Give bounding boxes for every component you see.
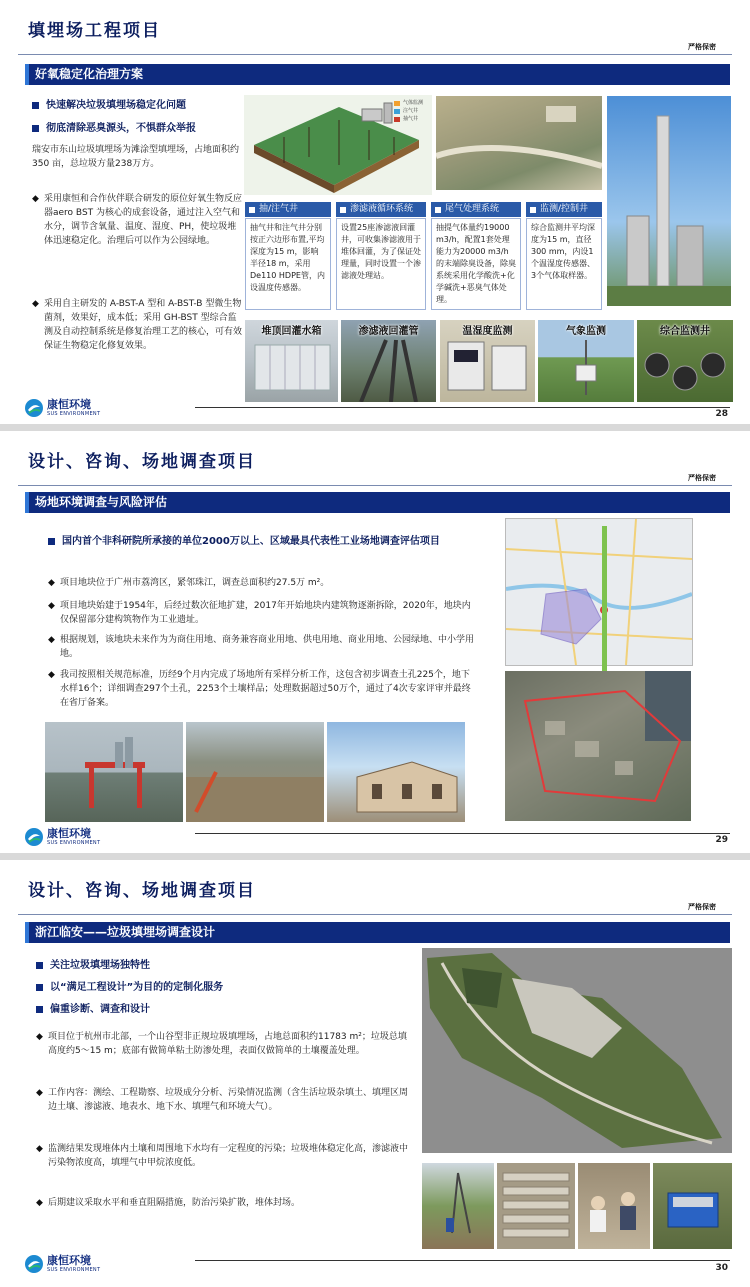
slide-title: 设计、咨询、场地调查项目 — [28, 881, 256, 901]
square-icon — [340, 207, 346, 213]
logo-en: SUS ENVIRONMENT — [47, 411, 101, 417]
company-logo — [24, 827, 100, 847]
slide-30 — [0, 860, 750, 1287]
site-photo-demolition — [186, 722, 324, 822]
bullet-2: ◆ 采用自主研发的 A-BST-A 型和 A-BST-B 型微生物菌剂，效果好，成本低；采用 GH-BST 型综合监测及自动控制系统是修复治理工艺的核心，可有效保证生物稳定化修复效果。 — [32, 299, 243, 351]
title-divider — [18, 54, 732, 55]
field-photo-cores — [497, 1163, 575, 1249]
page-number: 29 — [715, 835, 728, 845]
photo-leachate-pipe — [341, 320, 436, 402]
diamond-bullet-icon: ◆ — [36, 1144, 43, 1154]
box-body-exhaust: 抽提气体量约19000 m3/h，配置1套处理能力为20000 m3/h的末端除臭设备，除臭系统采用化学酸洗+化学碱洗+恶臭气体处理。 — [431, 218, 521, 310]
photo-caption: 堆顶回灌水箱 — [261, 326, 322, 337]
photo-humidity-monitor — [440, 320, 535, 402]
highlight-1: 关注垃圾填埋场独特性 — [36, 958, 150, 973]
landfill-3d-diagram — [244, 95, 432, 195]
square-bullet-icon — [36, 984, 43, 991]
city-map — [505, 518, 693, 666]
company-logo — [24, 398, 100, 418]
confidential-label: 严格保密 — [688, 903, 716, 911]
slide-28 — [0, 0, 750, 424]
photo-caption: 综合监测井 — [660, 326, 710, 337]
confidential-label: 严格保密 — [688, 43, 716, 51]
square-icon — [530, 207, 536, 213]
square-bullet-icon — [36, 1006, 43, 1013]
bullet-3: ◆ 监测结果发现堆体内土壤和周围地下水均有一定程度的污染；垃圾堆体稳定化高，渗滤液中污染物浓度高，填埋气中甲烷浓度低。 — [36, 1144, 409, 1168]
diamond-bullet-icon: ◆ — [36, 1032, 43, 1042]
title-divider — [18, 485, 732, 486]
bullet-3: ◆ 根据规划，该地块未来作为为商住用地、商务兼容商业用地、供电用地、商业用地、公园绿地、中小学用地。 — [48, 635, 475, 659]
exhaust-tower-photo — [607, 96, 731, 306]
intro-text: 瑞安市东山垃圾填埋场为滩涂型填埋场，占地面积约350 亩，总垃圾方量238万方。 — [32, 145, 240, 169]
square-bullet-icon — [36, 962, 43, 969]
footer-divider — [195, 833, 730, 834]
company-logo — [24, 1254, 100, 1274]
bullet-2: ◆ 工作内容：测绘、工程勘察、垃圾成分分析、污染情况监测（含生活垃圾杂填土、填埋区周边土壤、渗滤液、地表水、地下水、填埋气和环境大气）。 — [36, 1088, 409, 1112]
highlight-1: 国内首个非科研院所承接的单位2000万以上、区域最具代表性工业场地调查评估项目 — [48, 532, 448, 552]
highlight-1: 快速解决垃圾填埋场稳定化问题 — [32, 98, 186, 113]
diamond-bullet-icon: ◆ — [32, 299, 39, 309]
box-head-exhaust: 尾气处理系统 — [431, 202, 521, 217]
box-body-wells: 抽气井和注气井分别按正六边形布置,平均深度为15 m，影响半径18 m，采用De110 HDPE管，内设温度传感器。 — [245, 218, 331, 310]
photo-caption: 渗滤液回灌管 — [358, 326, 419, 337]
photo-caption: 气象监测 — [566, 326, 606, 337]
diamond-bullet-icon: ◆ — [32, 194, 39, 204]
slide-29 — [0, 431, 750, 853]
photo-water-tank — [245, 320, 338, 402]
highlight-2: 彻底清除恶臭源头，不惧群众举报 — [32, 121, 196, 136]
diamond-bullet-icon: ◆ — [48, 601, 55, 611]
bullet-1: ◆ 项目地块位于广州市荔湾区，紧邻珠江，调查总面积约27.5万 m²。 — [48, 578, 330, 588]
legend-gas-monitor: 气体监测 — [403, 100, 424, 106]
diamond-bullet-icon: ◆ — [48, 635, 55, 645]
map-connector — [602, 526, 607, 671]
section-bar: 浙江临安——垃圾填埋场调查设计 — [25, 922, 730, 943]
box-head-monitoring: 监测/控制井 — [526, 202, 602, 217]
highlight-2: 以“满足工程设计”为目的的定制化服务 — [36, 980, 223, 995]
photo-comprehensive-well — [637, 320, 733, 402]
square-bullet-icon — [32, 102, 39, 109]
slide-title: 设计、咨询、场地调查项目 — [28, 452, 256, 472]
logo-cn: 康恒环境 — [47, 1254, 91, 1267]
page-number: 28 — [715, 409, 728, 419]
box-body-leachate: 设置25座渗滤液回灌井，可收集渗滤液用于堆体回灌，为了保证处理量，同时设置一个渗滤液处理站。 — [336, 218, 426, 310]
square-icon — [435, 207, 441, 213]
box-head-leachate: 渗滤液循环系统 — [336, 202, 426, 217]
bullet-4: ◆ 后期建议采取水平和垂直阻隔措施，防治污染扩散，堆体封场。 — [36, 1198, 301, 1208]
box-head-wells: 抽/注气井 — [245, 202, 331, 217]
site-photo-heritage — [327, 722, 465, 822]
logo-mark-icon — [24, 1254, 44, 1274]
footer-divider — [195, 1260, 730, 1261]
photo-weather-monitor — [538, 320, 634, 402]
landfill-drone-orthophoto — [422, 948, 732, 1153]
field-photo-sample-box — [653, 1163, 732, 1249]
logo-cn: 康恒环境 — [47, 827, 91, 840]
page-number: 30 — [715, 1263, 728, 1273]
logo-cn: 康恒环境 — [47, 398, 91, 411]
square-icon — [249, 207, 255, 213]
logo-mark-icon — [24, 398, 44, 418]
logo-mark-icon — [24, 827, 44, 847]
confidential-label: 严格保密 — [688, 474, 716, 482]
diamond-bullet-icon: ◆ — [48, 670, 55, 680]
highlight-3: 偏重诊断、调查和设计 — [36, 1002, 150, 1017]
footer-divider — [195, 407, 730, 408]
diamond-bullet-icon: ◆ — [48, 578, 55, 588]
section-bar: 场地环境调查与风险评估 — [25, 492, 730, 513]
bullet-4: ◆ 我司按照相关规范标准，历经9个月内完成了场地所有采样分析工作，这包含初步调查土孔225个，地下水样16个；详细调查297个土孔，2253个土壤样品；处理数据超过50万个，通过了4次专家评审并最终在省厅备案。 — [48, 670, 471, 708]
square-bullet-icon — [48, 538, 55, 545]
logo-en: SUS ENVIRONMENT — [47, 1267, 101, 1273]
photo-caption: 温湿度监测 — [462, 326, 513, 337]
square-bullet-icon — [32, 125, 39, 132]
bullet-1: ◆ 项目位于杭州市北部，一个山谷型非正规垃圾填埋场，占地总面积约11783 m²；垃圾总填高度约5～15 m；底部有做简单粘土防渗处理，表面仅做简单的土壤覆盖处理。 — [36, 1032, 407, 1056]
diamond-bullet-icon: ◆ — [36, 1198, 43, 1208]
legend-extraction-well: 抽气井 — [403, 116, 419, 122]
field-photo-sampling — [578, 1163, 650, 1249]
bullet-2: ◆ 项目地块始建于1954年，后经过数次征地扩建，2017年开始地块内建筑物逐渐拆除，2020年，地块内仅保留部分建构筑物作为工业遗址。 — [48, 601, 471, 625]
slide-title: 填埋场工程项目 — [28, 21, 161, 41]
landfill-aerial-photo — [436, 96, 602, 190]
box-body-monitoring: 综合监测井平均深度为15 m，直径300 mm，内设1个温湿度传感器、3个气体取样器。 — [526, 218, 602, 310]
site-photo-dock — [45, 722, 183, 822]
site-satellite-map — [505, 671, 691, 821]
diamond-bullet-icon: ◆ — [36, 1088, 43, 1098]
title-divider — [18, 914, 732, 915]
bullet-1: ◆ 采用康恒和合作伙伴联合研发的原位好氧生物反应器aero BST 为核心的成套设备，通过注入空气和水分，调节含氧量、温度、湿度、PH，使垃圾堆体迅速稳定化。治理后可以作为公园绿地。 — [32, 194, 243, 246]
legend-injection-well: 注气井 — [403, 108, 419, 114]
logo-en: SUS ENVIRONMENT — [47, 840, 101, 846]
section-bar: 好氧稳定化治理方案 — [25, 64, 730, 85]
field-photo-drilling — [422, 1163, 494, 1249]
